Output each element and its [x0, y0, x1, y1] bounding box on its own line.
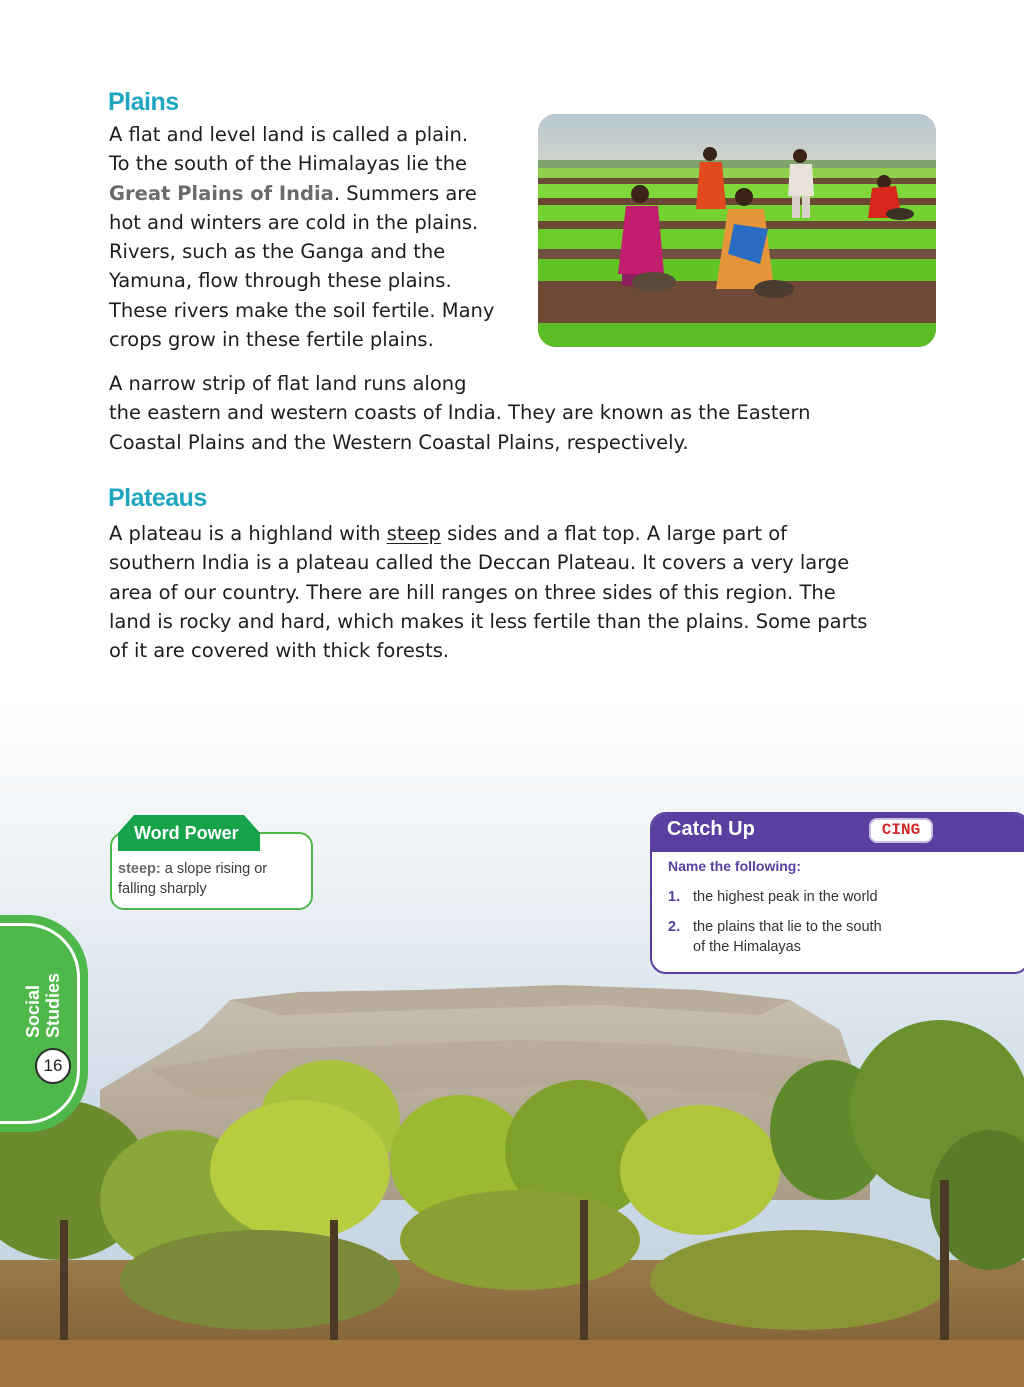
plateaus-line-4: land is rocky and hard, which makes it less fertile than the plains. Some parts — [109, 609, 868, 633]
coastal-plains-paragraph — [109, 369, 939, 457]
plains-line-5: Rivers, such as the Ganga and the — [109, 240, 446, 264]
plains-line-1: A flat and level land is called a plain. — [109, 123, 469, 146]
catch-up-item-2-text: the plains that lie to the south — [693, 919, 882, 935]
catch-up-item-2-number: 2. — [668, 919, 681, 935]
plateaus-paragraph — [109, 519, 939, 665]
catch-up-item-1-text: the highest peak in the world — [693, 889, 878, 905]
plains-paragraph — [109, 120, 529, 354]
plains-line-6: Yamuna, flow through these plains. — [109, 269, 452, 293]
farm-photo — [538, 114, 936, 347]
subject-label — [23, 938, 63, 1038]
catch-up-item-1-number: 1. — [668, 889, 681, 905]
plateaus-line-1 — [109, 519, 939, 548]
word-power-definition-2: falling sharply — [118, 880, 207, 897]
plateaus-line-1-end: sides and a flat top. A large part of — [440, 522, 788, 545]
plains-line-3 — [109, 179, 529, 208]
catch-up-item-2-text-cont: of the Himalayas — [693, 939, 801, 955]
subject-label-line-1: Social — [23, 984, 43, 1038]
plateaus-line-3: area of our country. There are hill ranges on three sides of this region. The — [109, 580, 836, 604]
coastal-line-3: Coastal Plains and the Western Coastal Plains, respectively. — [109, 430, 689, 454]
plains-line-4: hot and winters are cold in the plains. — [109, 210, 479, 234]
plains-line-3-rest: . Summers are — [333, 181, 477, 205]
subject-label-line-2: Studies — [43, 972, 63, 1038]
coastal-line-2: the eastern and western coasts of India. They are known as the Eastern — [109, 401, 811, 425]
steep-term: steep — [386, 522, 441, 545]
great-plains-highlight: Great Plains of India — [109, 181, 334, 205]
catch-up-title: Catch Up — [667, 818, 755, 840]
word-power-definition — [118, 860, 303, 899]
catch-up-subtitle: Name the following: — [668, 858, 801, 874]
page-number: 16 — [35, 1048, 71, 1084]
catch-up-item-2 — [668, 917, 928, 957]
plains-line-2: To the south of the Himalayas lie the — [109, 152, 468, 176]
catch-up-item-1 — [668, 887, 928, 907]
plains-heading: Plains — [108, 88, 179, 116]
word-power-term: steep: — [118, 861, 161, 877]
deccan-plateau-landscape — [0, 700, 1024, 1387]
catch-up-badge: CING — [869, 818, 933, 843]
plains-line-8: crops grow in these fertile plains. — [109, 328, 434, 352]
word-power-title: Word Power — [134, 823, 239, 843]
plateaus-line-1-start: A plateau is a highland with — [109, 522, 387, 545]
coastal-line-1: A narrow strip of flat land runs along — [109, 372, 467, 395]
plains-line-7: These rivers make the soil fertile. Many — [109, 298, 495, 322]
word-power-definition-1: a slope rising or — [160, 861, 268, 877]
plateaus-line-2: southern India is a plateau called the Deccan Plateau. It covers a very large — [109, 551, 850, 575]
plateaus-heading: Plateaus — [108, 484, 207, 512]
plateaus-line-5: of it are covered with thick forests. — [109, 639, 450, 663]
